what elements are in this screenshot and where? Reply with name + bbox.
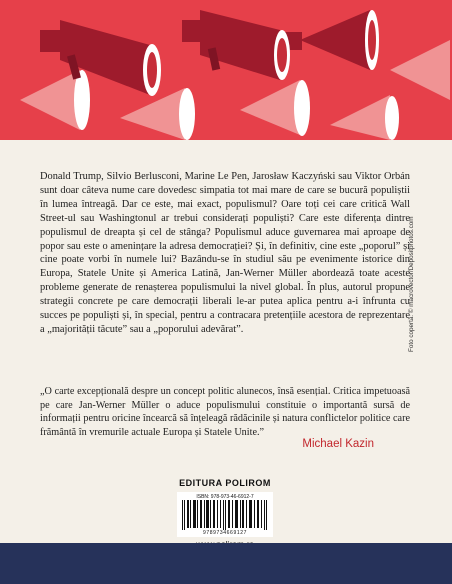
book-description: Donald Trump, Silvio Berlusconi, Marine Le Pen, Jarosław Kaczyński sau Viktor Orbán sunt doar câteva nume care dovedesc simpatia tot mai mare de care se bucură populiștii în lumea întreagă. Dar ce este, mai exact, populismul? Oare toți cei care critică Wall Street-ul sau Washingtonul ar trebui considerați populiști? Care este diferența dintre populismul de dreapta și cel de stânga? Populismul aduce guvernarea mai aproape de popor sau este o amenințare la adresa democrației? Și, în definitiv, cine este „poporul” și cine poate vorbi în numele lui? Bazându-se în studiul său pe evenimente istorice din Europa, Statele Unite și America Latină, Jan-Werner Müller abordează toate aceste probleme generate de renașterea populismului la nivel global. În plus, autorul propune strategii concrete pe care democrații liberali le-ar putea aplica pentru a-i înfrunta cu succes pe populiști și, în special, pentru a contracara pretențiile acestora de reprezentare a „majorității tăcute” sau a „poporului adevărat”. bbox=[40, 171, 410, 335]
bottom-color-band bbox=[0, 543, 452, 584]
review-quote: „O carte excepțională despre un concept politic alunecos, însă esențial. Critica impetuoasă pe care Jan-Werner Müller o aduce populismului constituie o importantă sursă de informații pentru oricine încearcă să înțeleagă rădăcinile și natura conflictelor politice care frământă în vremurile actuale Europa și Statele Unite.” bbox=[40, 386, 410, 438]
publisher-name: EDITURA POLIROM bbox=[179, 478, 271, 488]
isbn-text: ISBN: 978-973-46-6912-7 bbox=[196, 494, 254, 500]
quote-author: Michael Kazin bbox=[302, 438, 374, 450]
megaphones-illustration bbox=[0, 0, 452, 140]
barcode-icon bbox=[180, 500, 270, 530]
barcode-number: 9789734669127 bbox=[203, 530, 247, 536]
barcode bbox=[177, 492, 273, 537]
photo-credit: Foto copertă: © macrovector/Depositphotos.com bbox=[408, 216, 415, 352]
publisher-block bbox=[150, 478, 300, 549]
